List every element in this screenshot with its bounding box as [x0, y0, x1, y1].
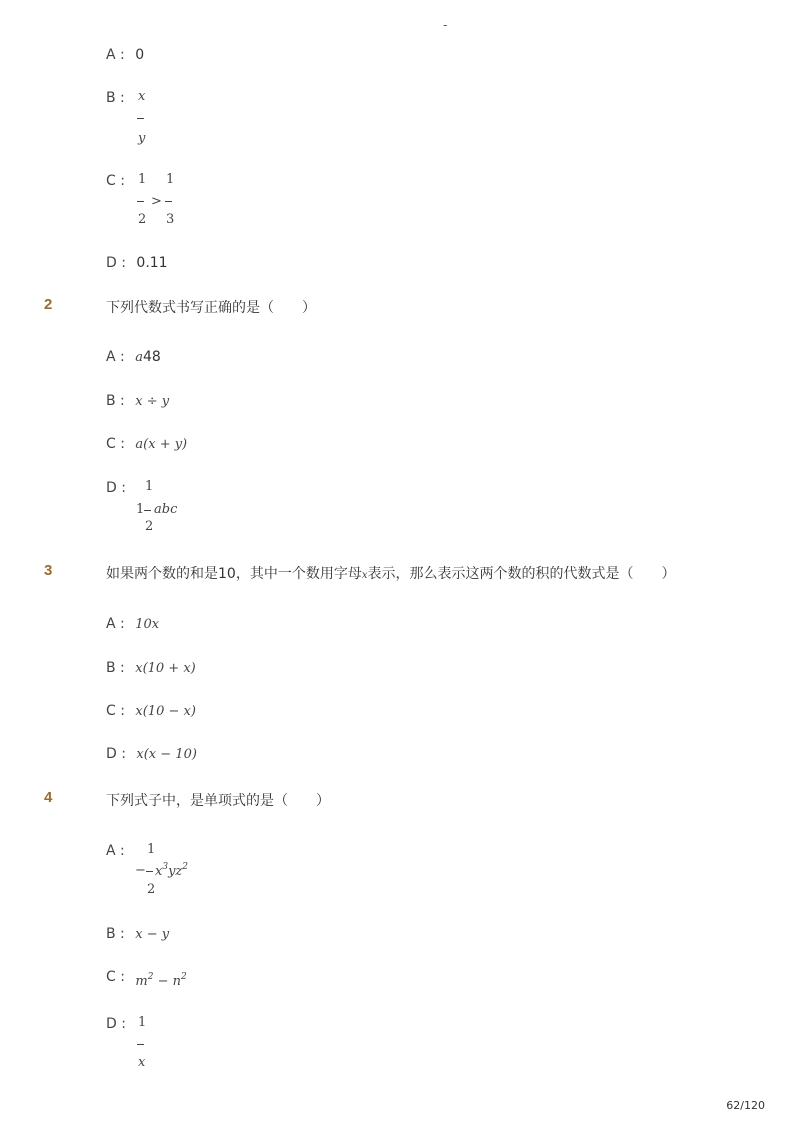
- option-label: A :: [106, 349, 125, 365]
- fraction-numerator: 1: [147, 842, 156, 857]
- question-variable: x: [361, 570, 368, 581]
- option-label: D :: [106, 1016, 126, 1032]
- q4-option-b[interactable]: [106, 926, 169, 942]
- option-expression: 10x: [135, 617, 160, 632]
- option-label: B :: [106, 660, 125, 676]
- option-label: B :: [106, 926, 125, 942]
- option-variable: a: [135, 350, 143, 365]
- q1-option-c[interactable]: [106, 173, 125, 189]
- fraction-bar: [165, 201, 172, 202]
- option-label: C :: [106, 703, 125, 719]
- minus-sign: −: [135, 863, 146, 878]
- option-expression: x(10 + x): [135, 661, 196, 676]
- option-expression: a(x + y): [135, 437, 188, 452]
- monomial-expression: [155, 864, 188, 879]
- option-expression: x − y: [135, 927, 170, 942]
- question-text-part: 表示，那么表示这两个数的积的代数式是（ ）: [367, 566, 676, 582]
- fraction-bar: [137, 1044, 144, 1045]
- fraction-bar: [137, 118, 144, 119]
- option-label: A :: [106, 47, 125, 63]
- variable-m: m: [135, 974, 148, 989]
- mixed-whole: 1: [136, 502, 145, 517]
- minus-sign: −: [153, 974, 173, 989]
- variables: yz: [168, 864, 183, 879]
- q3-option-d[interactable]: [106, 746, 197, 762]
- fraction-numerator: 1: [138, 1015, 147, 1030]
- option-expression: x(10 − x): [135, 704, 196, 719]
- option-label: B :: [106, 90, 125, 106]
- question-text: 下列代数式书写正确的是（ ）: [106, 300, 316, 316]
- exponent: 2: [181, 972, 187, 982]
- q2-option-c[interactable]: [106, 436, 187, 452]
- option-value: 0.11: [136, 255, 168, 271]
- option-label: B :: [106, 393, 125, 409]
- option-label: C :: [106, 173, 125, 189]
- question-text: 下列式子中，是单项式的是（ ）: [106, 793, 330, 809]
- base-variable: x: [155, 864, 163, 879]
- option-variable: abc: [154, 502, 178, 517]
- fraction-numerator: 1: [138, 172, 147, 187]
- fraction-bar: [137, 201, 144, 202]
- option-expression: [135, 974, 186, 989]
- fraction-numerator: 1: [166, 172, 175, 187]
- option-value: 0: [135, 47, 145, 63]
- option-label: C :: [106, 436, 125, 452]
- fraction-denominator: y: [138, 131, 146, 146]
- option-expression: x ÷ y: [135, 394, 170, 409]
- fraction-numerator: 1: [145, 479, 154, 494]
- fraction-denominator: 2: [145, 519, 154, 534]
- question-number: 4: [44, 789, 53, 806]
- option-label: D :: [106, 746, 126, 762]
- question-text-part: 如果两个数的和是10，其中一个数用字母: [106, 566, 362, 582]
- fraction-bar: [144, 510, 151, 511]
- fraction-denominator: 2: [147, 882, 156, 897]
- q3-option-a[interactable]: [106, 616, 159, 632]
- fraction-bar: [146, 871, 153, 872]
- option-label: C :: [106, 969, 125, 985]
- q3-option-b[interactable]: [106, 660, 196, 676]
- top-mark: -: [443, 18, 448, 32]
- fraction-denominator: 2: [138, 212, 147, 227]
- exponent: 2: [147, 972, 154, 982]
- fraction-denominator: 3: [166, 212, 175, 227]
- q1-option-b[interactable]: [106, 90, 125, 106]
- q2-option-a[interactable]: [106, 349, 161, 365]
- fraction-numerator: x: [138, 89, 146, 104]
- q3-option-c[interactable]: [106, 703, 196, 719]
- page-number: 62/120: [726, 1099, 765, 1112]
- question-text: [106, 563, 675, 583]
- fraction-denominator: x: [138, 1055, 146, 1070]
- q2-option-d[interactable]: [106, 480, 126, 496]
- option-expression: x(x − 10): [136, 747, 197, 762]
- variable-n: n: [172, 974, 182, 989]
- q4-option-d[interactable]: [106, 1016, 126, 1032]
- question-number: 2: [44, 296, 53, 313]
- q1-option-d[interactable]: [106, 255, 168, 271]
- q4-option-c[interactable]: [106, 969, 187, 989]
- q4-option-a[interactable]: [106, 843, 125, 859]
- question-number: 3: [44, 562, 53, 579]
- exponent: 3: [162, 862, 169, 872]
- option-label: A :: [106, 843, 125, 859]
- option-label: D :: [106, 255, 126, 271]
- q1-option-a[interactable]: [106, 47, 144, 63]
- exponent: 2: [182, 862, 189, 872]
- greater-than-sign: >: [151, 194, 162, 209]
- option-number: 48: [142, 349, 161, 365]
- option-label: D :: [106, 480, 126, 496]
- option-label: A :: [106, 616, 125, 632]
- q2-option-b[interactable]: [106, 393, 169, 409]
